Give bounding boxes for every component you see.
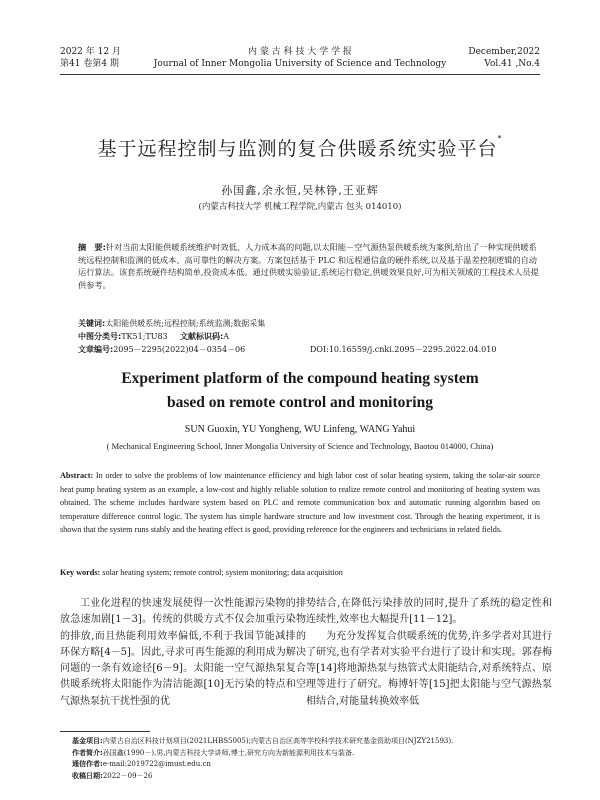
title-en: [40, 367, 560, 415]
abstract-en-text: In order to solve the problems of low maintenance efficiency and high labor cost of solar heating system, taking the solar-air source heat pump heating system as an example, a low-cost and highly reliable solution to realize remote control and monitoring of heating system was obtained. The scheme includes hardware system based on PLC and remote communication box and automatic running algorithm based on temperature difference control logic. The system has simple hardware structure and low investment cost. Through the heating experiment, it is shown that the system runs stably and the heating effect is good, providing reference for the engineers and technicians in related fields.: [60, 471, 541, 535]
abstract-cn-text: 针对当前太阳能供暖系统维护时效低、人力成本高的问题,以太阳能－空气源热泵供暖系统为案例,给出了一种实现供暖系统远程控制和监测的低成本、高可靠性的解决方案。方案包括基于 PLC 和远程通信盒的硬件系统,以及基于温差控制逻辑的自动运行算法。该套系统硬件结构简单,投资成本低。通过供暖实验验证,系统运行稳定,供暖效果良好,可为相关领域的工程技术人员提供参考。: [78, 242, 539, 290]
title-cn: [40, 134, 560, 161]
journal-name-en: Journal of Inner Mongolia University of Science and Technology: [153, 59, 447, 69]
body-column-left: 工业化进程的快速发展使得一次性能源污染物的排放急速加剧[1－3]。传统的供暖方式不仅会加重污染物的排放,而且热能利用效率偏低,不利于我国节能减排的环保方略[4－5]。因此,寻求可再生能源的利用成为解决问题的一条有效途径[6－9]。太阳能一空气源热泵复合供暖系统将太阳能作为清洁能源[10]无污染的特点和空气源热泵抗干扰性强的优: [60, 598, 306, 707]
footnotes: [72, 736, 540, 782]
issue-date-cn: 2022 年 12 月: [60, 47, 121, 57]
body-right-paragraph-1: 势结合,在降低污染排放的同时,提升了系统的稳定性和连续性,效率也大幅提升[11－12]。: [306, 598, 552, 626]
volume-en: Vol.41 ,No.4: [484, 59, 540, 69]
body-column-right: [306, 596, 552, 710]
affiliation-en: ( Mechanical Engineering School, Inner Mongolia University of Science and Technology, Baotou 014000, China): [106, 441, 494, 451]
contact-text: e-mail:2019722@imust.edu.cn: [102, 760, 211, 768]
classification: [78, 331, 378, 343]
footnote-rule: [60, 731, 150, 732]
issue-info-en: [468, 46, 540, 70]
doc-code-text: A: [223, 332, 229, 341]
keywords-en-label: Key words:: [60, 568, 101, 577]
article-number: [78, 344, 538, 356]
keywords-en: [60, 568, 540, 577]
title-en-line2: based on remote control and monitoring: [167, 394, 433, 411]
clc-label: 中图分类号:: [78, 332, 122, 341]
fund-note: [72, 736, 540, 748]
fund-label: 基金项目:: [72, 737, 103, 745]
keywords-cn-text: 太阳能供暖系统;远程控制;系统监测;数据采集: [105, 319, 266, 328]
author-note: [72, 748, 540, 760]
abstract-en-label: Abstract:: [60, 471, 94, 480]
header-rule: [60, 74, 540, 75]
received-label: 收稿日期:: [72, 771, 103, 780]
received-note: [72, 771, 540, 783]
received-date: 2022－09－26: [102, 771, 153, 780]
abstract-en: [60, 469, 540, 537]
issue-date-en: December,2022: [468, 47, 540, 57]
doi: DOI:10.16559/j.cnki.2095－2295.2022.04.010: [310, 345, 497, 354]
authors-cn: 孙国鑫,余永恒,吴林铮,王亚辉: [221, 184, 379, 197]
authors-en: SUN Guoxin, YU Yongheng, WU Linfeng, WANG Yahui: [184, 424, 416, 435]
abstract-cn-label: 摘 要:: [78, 242, 106, 252]
author-bio-text: 孙国鑫(1990－),男,内蒙古科技大学讲师,博士,研究方向为新能源利用技术与装备.: [102, 748, 355, 757]
author-bio-label: 作者简介:: [72, 748, 103, 757]
doc-code-label: 文献标识码:: [180, 332, 224, 341]
article-no-text: 2095－2295(2022)04－0354－06: [113, 345, 246, 354]
fund-text: 内蒙古自治区科技计划项目(2021LHBS5005);内蒙古自治区高等学校科学技术研究基金资助项目(NJZY21593).: [102, 737, 454, 745]
keywords-cn: [78, 318, 265, 330]
volume-cn: 第41 卷第4 期: [60, 59, 119, 69]
keywords-cn-label: 关键词:: [78, 319, 106, 328]
article-no-label: 文章编号:: [78, 345, 114, 354]
title-cn-text: 基于远程控制与监测的复合供暖系统实验平台: [97, 138, 498, 160]
title-footnote-mark: *: [497, 134, 503, 143]
abstract-cn: [78, 241, 540, 291]
body-right-paragraph-2: 为充分发挥复合供暖系统的优势,许多学者对其进行了研究,也有学者对实验平台进行了设计和实现。郭春梅等[14]将地源热泵与热管式太阳能结合,对系统特点、原理等进行了研究。梅博轩等[15]把太阳能与空气源热泵相结合,对能量转换效率低: [306, 630, 552, 707]
contact-label: 通信作者:: [72, 760, 103, 768]
keywords-en-text: solar heating system; remote control; system monitoring; data acquisition: [102, 568, 343, 577]
clc-text: TK51;TU83: [121, 332, 168, 341]
title-en-line1: Experiment platform of the compound heating system: [121, 370, 479, 387]
affiliation-cn: (内蒙古科技大学 机械工程学院,内蒙古 包头 014010): [198, 202, 402, 212]
contact-note: [72, 759, 540, 771]
journal-name-cn: 内 蒙 古 科 技 大 学 学 报: [248, 47, 352, 57]
